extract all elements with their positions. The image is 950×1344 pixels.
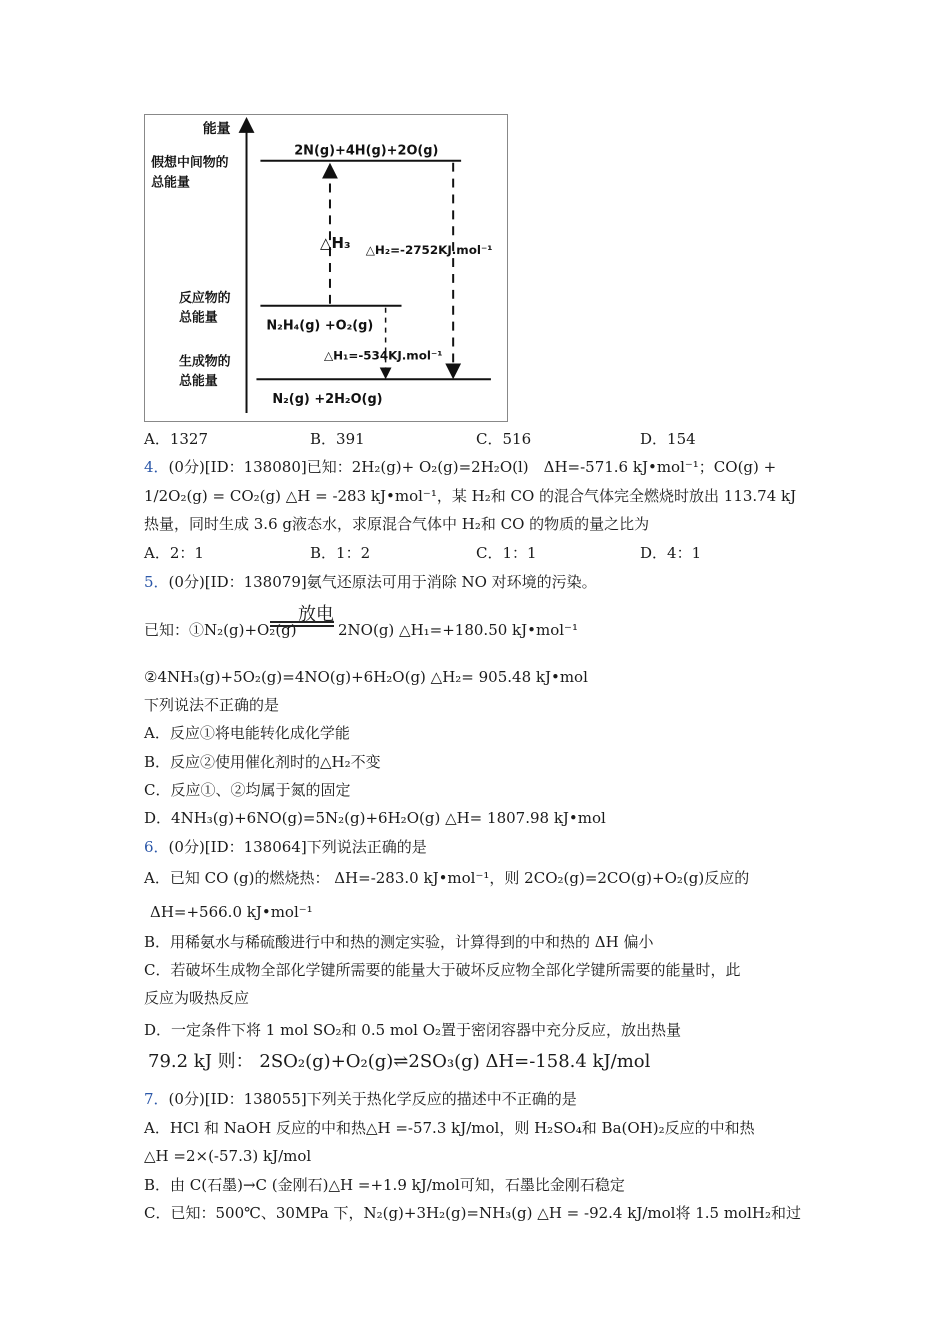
q6-option-b: B．用稀氨水与稀硫酸进行中和热的测定实验，计算得到的中和热的 ΔH 偏小 bbox=[144, 933, 654, 951]
q4-stem-line1: 4．(0分)[ID：138080]已知：2H₂(g)+ O₂(g)=2H₂O(l) ΔH=-571.6 kJ•mol⁻¹；CO(g) + bbox=[144, 458, 777, 476]
q6-option-a-line1: A．已知 CO (g)的燃烧热： ΔH=-283.0 kJ•mol⁻¹，则 2CO₂(g)=2CO(g)+O₂(g)反应的 bbox=[144, 869, 750, 887]
q6-number: 6． bbox=[144, 838, 169, 856]
q5-stem-line3: ②4NH₃(g)+5O₂(g)=4NO(g)+6H₂O(g) △H₂= 905.48 kJ•mol bbox=[144, 668, 588, 686]
q5-stem-line4: 下列说法不正确的是 bbox=[144, 696, 280, 714]
q5-option-a: A．反应①将电能转化成化学能 bbox=[144, 724, 350, 742]
q5-option-c: C．反应①、②均属于氮的固定 bbox=[144, 781, 351, 799]
q5-stem-line1: 5．(0分)[ID：138079]氨气还原法可用于消除 NO 对环境的污染。 bbox=[144, 573, 597, 591]
q4-option-d: D．4：1 bbox=[640, 544, 702, 562]
axis-label-energy: 能量 bbox=[202, 120, 231, 137]
q7-option-c: C．已知：500℃、30MPa 下，N₂(g)+3H₂(g)=NH₃(g) △H = -92.4 kJ/mol将 1.5 molH₂和过 bbox=[144, 1204, 801, 1222]
intermediate-label-2: 总能量 bbox=[151, 175, 190, 191]
q4-option-b: B．1：2 bbox=[310, 544, 371, 562]
product-species: N₂(g) +2H₂O(g) bbox=[272, 392, 383, 408]
reaction-condition: 放电 bbox=[298, 604, 334, 625]
q3-option-a: A．1327 bbox=[144, 430, 209, 448]
q6-option-a-line2: ΔH=+566.0 kJ•mol⁻¹ bbox=[150, 903, 313, 921]
reactant-label-2: 总能量 bbox=[178, 310, 218, 326]
q3-option-c: C．516 bbox=[476, 430, 532, 448]
q4-stem-line3: 热量，同时生成 3.6 g液态水，求原混合气体中 H₂和 CO 的物质的量之比为 bbox=[144, 515, 650, 533]
reactant-label-1: 反应物的 bbox=[178, 290, 231, 306]
q6-option-c-line2: 反应为吸热反应 bbox=[144, 989, 250, 1007]
intermediate-label-1: 假想中间物的 bbox=[151, 155, 229, 171]
q6-stem-line1: 6．(0分)[ID：138064]下列说法正确的是 bbox=[144, 838, 427, 856]
q4-stem-line2: 1/2O₂(g) = CO₂(g) △H = -283 kJ•mol⁻¹，某 H₂和 CO 的混合气体完全燃烧时放出 113.74 kJ bbox=[144, 487, 797, 505]
dh2-label: △H₂=-2752KJ.mol⁻¹ bbox=[365, 243, 493, 258]
q3-option-d: D．154 bbox=[640, 430, 696, 448]
energy-diagram bbox=[144, 114, 508, 422]
reaction-equals-sign bbox=[270, 621, 334, 627]
q5-stem-line2-post: 2NO(g) △H₁=+180.50 kJ•mol⁻¹ bbox=[338, 621, 578, 639]
product-label-1: 生成物的 bbox=[178, 354, 231, 370]
q6-option-d-line2: 79.2 kJ 则： 2SO₂(g)+O₂(g)⇌2SO₃(g) ΔH=-158.4 kJ/mol bbox=[148, 1051, 651, 1072]
dh3-label: △H₃ bbox=[320, 234, 351, 253]
q6-option-c-line1: C．若破坏生成物全部化学键所需要的能量大于破坏反应物全部化学键所需要的能量时，此 bbox=[144, 961, 741, 979]
reactant-species: N₂H₄(g) +O₂(g) bbox=[266, 318, 374, 334]
q7-option-a-line2: △H =2×(-57.3) kJ/mol bbox=[144, 1147, 312, 1165]
q5-option-b: B．反应②使用催化剂时的△H₂不变 bbox=[144, 753, 381, 771]
q4-option-c: C．1：1 bbox=[476, 544, 537, 562]
product-label-2: 总能量 bbox=[178, 374, 218, 390]
intermediate-species: 2N(g)+4H(g)+2O(g) bbox=[294, 143, 439, 159]
dh1-label: △H₁=-534KJ.mol⁻¹ bbox=[324, 348, 443, 363]
q3-option-b: B．391 bbox=[310, 430, 365, 448]
q7-option-b: B．由 C(石墨)→C (金刚石)△H =+1.9 kJ/mol可知，石墨比金刚石稳定 bbox=[144, 1176, 625, 1194]
q4-number: 4． bbox=[144, 458, 169, 476]
q4-option-a: A．2：1 bbox=[144, 544, 204, 562]
q5-option-d: D．4NH₃(g)+6NO(g)=5N₂(g)+6H₂O(g) △H= 1807.98 kJ•mol bbox=[144, 809, 606, 827]
q6-option-d-line1: D．一定条件下将 1 mol SO₂和 0.5 mol O₂置于密闭容器中充分反应，放出热量 bbox=[144, 1021, 682, 1039]
q7-number: 7． bbox=[144, 1090, 169, 1108]
q7-option-a-line1: A．HCl 和 NaOH 反应的中和热△H =-57.3 kJ/mol，则 H₂SO₄和 Ba(OH)₂反应的中和热 bbox=[144, 1119, 755, 1137]
q7-stem-line1: 7．(0分)[ID：138055]下列关于热化学反应的描述中不正确的是 bbox=[144, 1090, 577, 1108]
q5-number: 5． bbox=[144, 573, 169, 591]
q5-stem-line2-pre: 已知：①N₂(g)+O₂(g) bbox=[144, 621, 297, 639]
